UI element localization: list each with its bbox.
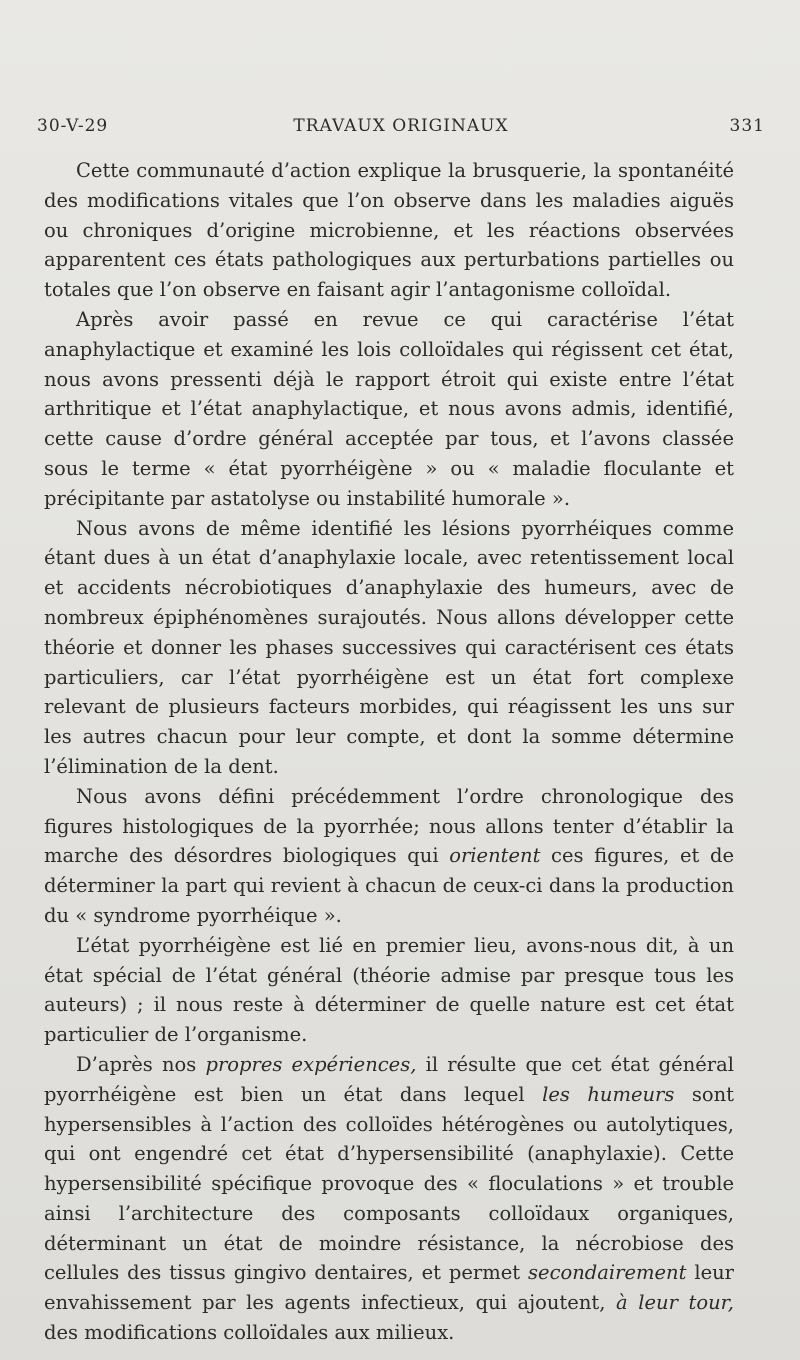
- emphasis-orientent: orientent: [449, 844, 541, 868]
- paragraph-5: L’état pyorrhéigène est lié en premier lieu, avons-nous dit, à un état spécial de l’état général (théorie admise par presque tous les auteurs) ; il nous reste à déterminer de quelle nature est cet état particulier de l’organisme.: [44, 933, 734, 1047]
- p6-text-1: D’après nos: [76, 1052, 206, 1076]
- emphasis-secondairement: secondairement: [528, 1261, 687, 1285]
- paragraph-4: [44, 782, 734, 931]
- body-text: [44, 156, 734, 1348]
- paragraph-6: [44, 1050, 734, 1348]
- emphasis-propres-experiences: propres expériences,: [205, 1052, 417, 1076]
- p6-text-3: sont hypersensibles à l’action des colloïdes hétérogènes ou autolytiques, qui ont engendré cet état d’hypersensibilité (anaphylaxie). Cette hypersensibilité spécifique provoque des « floculations » et trouble ainsi l’architecture des composants colloïdaux organiques, déterminant un état de moindre résistance, la nécrobiose des cellules des tissus gingivo dentaires, et permet: [44, 1082, 734, 1285]
- paragraph-3: Nous avons de même identifié les lésions pyorrhéiques comme étant dues à un état d’anaphylaxie locale, avec retentissement local et accidents nécrobiotiques d’anaphylaxie des humeurs, avec de nombreux épiphénomènes surajoutés. Nous allons développer cette théorie et donner les phases successives qui caractérisent ces états particuliers, car l’état pyorrhéigène est un état fort complexe relevant de plusieurs facteurs morbides, qui réagissent les uns sur les autres chacun pour leur compte, et dont la somme détermine l’élimination de la dent.: [44, 516, 734, 778]
- emphasis-a-leur-tour: à leur tour,: [616, 1291, 734, 1315]
- paragraph-4-end: ces figures, et de déterminer la part qui revient à chacun de ceux-ci dans la production du « syndrome pyorrhéique ».: [44, 844, 735, 927]
- header-date: 30-V-29: [37, 116, 109, 136]
- p6-text-2: il résulte que cet état général pyorrhéigène est bien un état dans lequel: [44, 1052, 734, 1106]
- p6-text-5: des modifications colloïdales aux milieux.: [44, 1321, 455, 1345]
- page-number: 331: [729, 116, 765, 136]
- emphasis-les-humeurs: les humeurs: [542, 1082, 675, 1106]
- paragraph-4-start: Nous avons défini précédemment l’ordre chronologique des figures histologiques de la pyorrhée; nous allons tenter d’établir la marche des désordres biologiques qui: [44, 784, 734, 868]
- header-title: TRAVAUX ORIGINAUX: [293, 116, 509, 136]
- p6-text-4: leur envahissement par les agents infectieux, qui ajoutent,: [44, 1261, 734, 1315]
- running-header: [37, 116, 765, 146]
- paragraph-1: Cette communauté d’action explique la brusquerie, la spontanéité des modifications vitales que l’on observe dans les maladies aiguës ou chroniques d’origine microbienne, et les réactions observées apparentent ces états pathologiques aux perturbations partielles ou totales que l’on observe en faisant agir l’antagonisme colloïdal.: [44, 159, 734, 302]
- paragraph-2: Après avoir passé en revue ce qui caractérise l’état anaphylactique et examiné les lois colloïdales qui régissent cet état, nous avons pressenti déjà le rapport étroit qui existe entre l’état arthritique et l’état anaphylactique, et nous avons admis, identifié, cette cause d’ordre général acceptée par tous, et l’avons classée sous le terme « état pyorrhéigène » ou « maladie floculante et précipitante par astatolyse ou instabilité humorale ».: [44, 307, 734, 510]
